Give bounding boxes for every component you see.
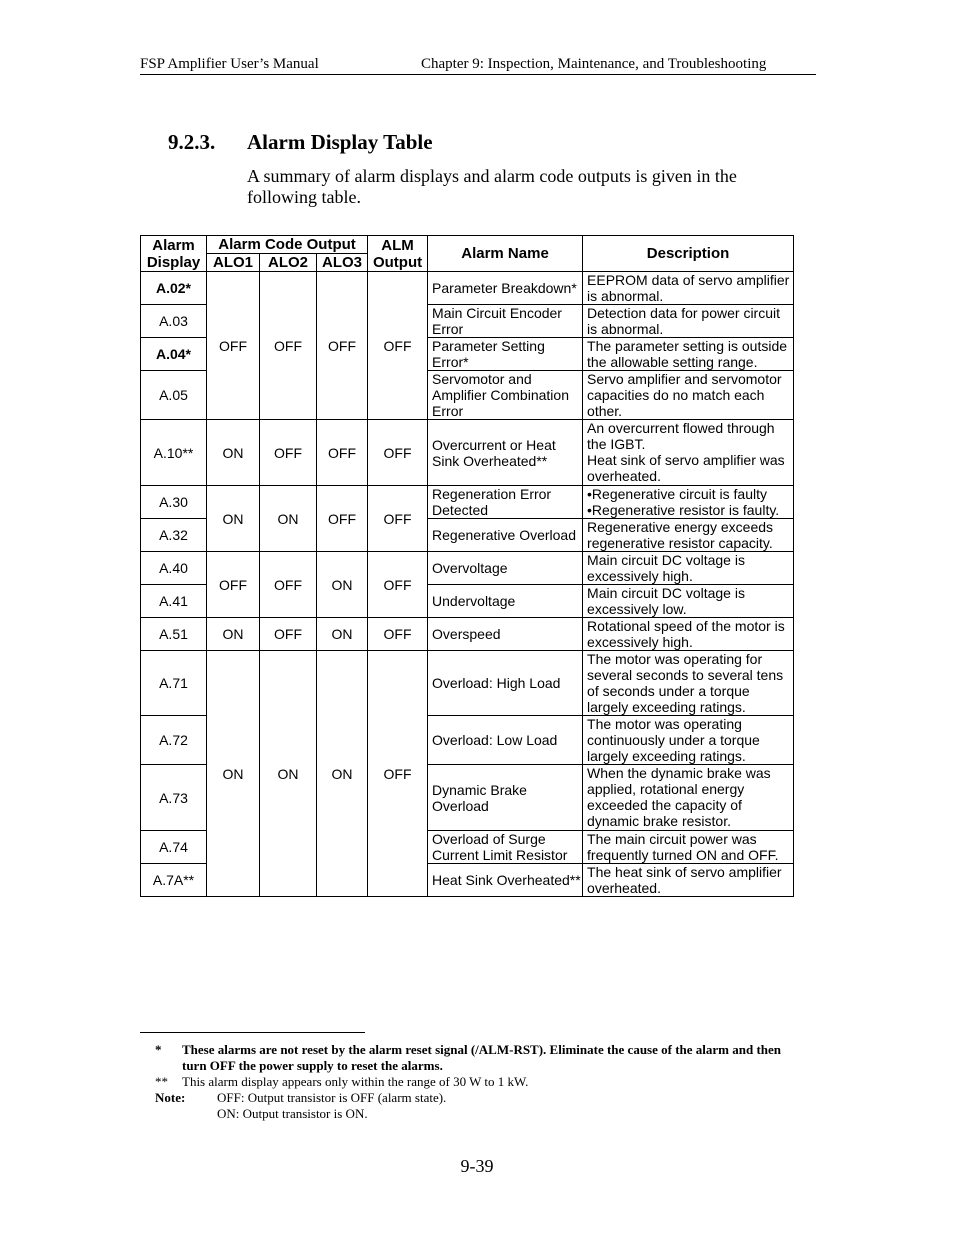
alarm-code: A.02* bbox=[141, 272, 207, 305]
alarm-description: Main circuit DC voltage is excessively high. bbox=[583, 552, 794, 585]
alarm-code: A.03 bbox=[141, 305, 207, 338]
alm-value: OFF bbox=[368, 486, 428, 552]
header-alarm-code-output: Alarm Code Output bbox=[207, 236, 368, 254]
header-alo1: ALO1 bbox=[207, 254, 260, 272]
alarm-description: Detection data for power circuit is abnormal. bbox=[583, 305, 794, 338]
alarm-name: Parameter Breakdown* bbox=[428, 272, 583, 305]
note-line: OFF: Output transistor is OFF (alarm state). bbox=[217, 1090, 447, 1105]
alarm-description: The heat sink of servo amplifier overheated. bbox=[583, 864, 794, 897]
note-label: Note: bbox=[155, 1090, 186, 1105]
section-heading bbox=[168, 130, 433, 155]
chapter-title: Chapter 9: Inspection, Maintenance, and Troubleshooting bbox=[421, 56, 767, 72]
table-row bbox=[141, 486, 794, 519]
alarm-code: A.73 bbox=[141, 765, 207, 831]
description-line: An overcurrent flowed through the IGBT. bbox=[587, 420, 775, 452]
alo3-value: ON bbox=[317, 618, 368, 651]
description-line: Heat sink of servo amplifier was overheated. bbox=[587, 452, 785, 484]
footnote-divider bbox=[140, 1032, 365, 1033]
alo1-value: OFF bbox=[207, 272, 260, 420]
alo2-value: OFF bbox=[260, 272, 317, 420]
alo2-value: ON bbox=[260, 486, 317, 552]
alarm-display-table bbox=[140, 235, 794, 897]
alarm-code: A.7A** bbox=[141, 864, 207, 897]
alarm-description: Servo amplifier and servomotor capacities do no match each other. bbox=[583, 371, 794, 420]
alo3-value: ON bbox=[317, 552, 368, 618]
alarm-description: When the dynamic brake was applied, rotational energy exceeded the capacity of dynamic brake resistor. bbox=[583, 765, 794, 831]
alo3-value: ON bbox=[317, 651, 368, 897]
description-line: •Regenerative resistor is faulty. bbox=[587, 502, 780, 518]
footnote-double-star bbox=[155, 1074, 529, 1090]
alarm-name: Overvoltage bbox=[428, 552, 583, 585]
alm-value: OFF bbox=[368, 618, 428, 651]
alarm-code: A.10** bbox=[141, 420, 207, 486]
alarm-name: Heat Sink Overheated** bbox=[428, 864, 583, 897]
alarm-code: A.32 bbox=[141, 519, 207, 552]
manual-title: FSP Amplifier User’s Manual bbox=[140, 56, 319, 72]
header-alo3: ALO3 bbox=[317, 254, 368, 272]
table-row bbox=[141, 420, 794, 486]
alarm-name: Overspeed bbox=[428, 618, 583, 651]
header-alarm-display: Alarm Display bbox=[141, 236, 207, 272]
alo2-value: OFF bbox=[260, 552, 317, 618]
table-row bbox=[141, 651, 794, 716]
alarm-description bbox=[583, 486, 794, 519]
alo2-value: OFF bbox=[260, 420, 317, 486]
alo3-value: OFF bbox=[317, 272, 368, 420]
footnote-mark: ** bbox=[155, 1074, 168, 1089]
table-row bbox=[141, 618, 794, 651]
alo2-value: OFF bbox=[260, 618, 317, 651]
alarm-description: Regenerative energy exceeds regenerative resistor capacity. bbox=[583, 519, 794, 552]
footnote-mark: * bbox=[155, 1042, 162, 1057]
footnote-text: This alarm display appears only within the range of 30 W to 1 kW. bbox=[182, 1074, 529, 1089]
note-line: ON: Output transistor is ON. bbox=[217, 1106, 368, 1121]
alm-value: OFF bbox=[368, 552, 428, 618]
alo1-value: ON bbox=[207, 420, 260, 486]
alarm-name: Overload: High Load bbox=[428, 651, 583, 716]
alo1-value: OFF bbox=[207, 552, 260, 618]
footnote-text: These alarms are not reset by the alarm reset signal (/ALM-RST). Eliminate the cause of the alarm and then turn OFF the power supply to reset the alarms. bbox=[182, 1042, 782, 1073]
alarm-name: Overcurrent or Heat Sink Overheated** bbox=[428, 420, 583, 486]
alarm-name: Regenerative Overload bbox=[428, 519, 583, 552]
alarm-name: Undervoltage bbox=[428, 585, 583, 618]
description-line: •Regenerative circuit is faulty bbox=[587, 486, 768, 502]
alarm-description: Rotational speed of the motor is excessively high. bbox=[583, 618, 794, 651]
alo1-value: ON bbox=[207, 651, 260, 897]
intro-paragraph: A summary of alarm displays and alarm code outputs is given in the following table. bbox=[247, 166, 737, 207]
alarm-code: A.04* bbox=[141, 338, 207, 371]
alarm-name: Parameter Setting Error* bbox=[428, 338, 583, 371]
alarm-name: Regeneration Error Detected bbox=[428, 486, 583, 519]
table-row bbox=[141, 272, 794, 305]
alarm-name: Dynamic Brake Overload bbox=[428, 765, 583, 831]
alm-value: OFF bbox=[368, 651, 428, 897]
alarm-description: The parameter setting is outside the allowable setting range. bbox=[583, 338, 794, 371]
alarm-code: A.72 bbox=[141, 716, 207, 765]
alm-value: OFF bbox=[368, 420, 428, 486]
alarm-description: EEPROM data of servo amplifier is abnormal. bbox=[583, 272, 794, 305]
alarm-code: A.40 bbox=[141, 552, 207, 585]
alarm-code: A.30 bbox=[141, 486, 207, 519]
alarm-description: Main circuit DC voltage is excessively low. bbox=[583, 585, 794, 618]
alarm-name: Overload of Surge Current Limit Resistor bbox=[428, 831, 583, 864]
alarm-code: A.51 bbox=[141, 618, 207, 651]
alarm-name: Main Circuit Encoder Error bbox=[428, 305, 583, 338]
alo3-value: OFF bbox=[317, 486, 368, 552]
header-description: Description bbox=[583, 236, 794, 272]
header-alarm-name: Alarm Name bbox=[428, 236, 583, 272]
alarm-code: A.41 bbox=[141, 585, 207, 618]
alo1-value: ON bbox=[207, 618, 260, 651]
table-row bbox=[141, 552, 794, 585]
alm-value: OFF bbox=[368, 272, 428, 420]
alarm-name: Overload: Low Load bbox=[428, 716, 583, 765]
alo1-value: ON bbox=[207, 486, 260, 552]
alarm-code: A.74 bbox=[141, 831, 207, 864]
page-header bbox=[140, 56, 816, 75]
page-number: 9-39 bbox=[460, 1156, 494, 1176]
alo3-value: OFF bbox=[317, 420, 368, 486]
section-title: Alarm Display Table bbox=[247, 130, 433, 154]
alarm-description: The motor was operating continuously under a torque largely exceeding ratings. bbox=[583, 716, 794, 765]
alarm-name: Servomotor and Amplifier Combination Error bbox=[428, 371, 583, 420]
header-alm-output: ALM Output bbox=[368, 236, 428, 272]
section-number: 9.2.3. bbox=[168, 130, 216, 154]
header-alo2: ALO2 bbox=[260, 254, 317, 272]
alarm-code: A.05 bbox=[141, 371, 207, 420]
alo2-value: ON bbox=[260, 651, 317, 897]
alarm-description bbox=[583, 420, 794, 486]
alarm-description: The motor was operating for several seconds to several tens of seconds under a torque largely exceeding ratings. bbox=[583, 651, 794, 716]
alarm-description: The main circuit power was frequently turned ON and OFF. bbox=[583, 831, 794, 864]
alarm-code: A.71 bbox=[141, 651, 207, 716]
